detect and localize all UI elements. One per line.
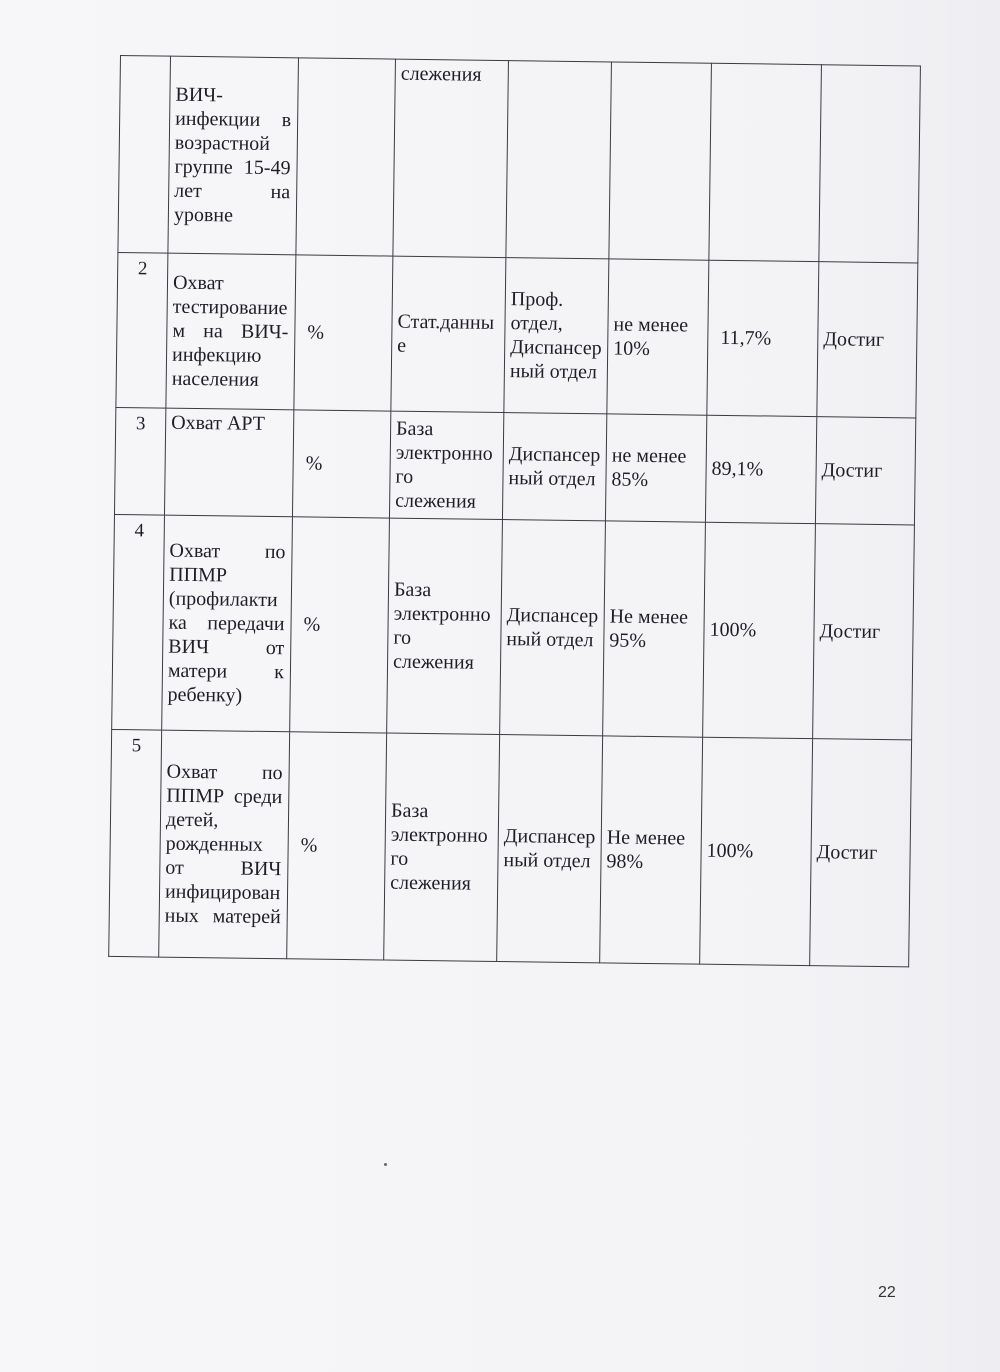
actual-cell xyxy=(709,63,822,261)
page-number: 22 xyxy=(878,1284,896,1301)
actual-cell: 11,7% xyxy=(707,260,819,416)
row-number: 3 xyxy=(114,407,165,515)
source-cell: Стат.данные xyxy=(391,256,506,412)
actual-cell: 100% xyxy=(700,737,813,965)
actual-cell: 100% xyxy=(703,522,816,738)
responsible-cell xyxy=(506,61,612,259)
source-cell: слежения xyxy=(393,59,509,257)
status-cell xyxy=(819,65,921,263)
indicator-cell: Охват по ППМР среди детей, рожденных от ВИЧ инфицированных матерей xyxy=(159,730,290,959)
status-cell: Достиг xyxy=(817,262,918,418)
responsible-cell: Диспансерный отдел xyxy=(502,413,606,521)
unit-cell: % xyxy=(294,255,393,411)
indicator-cell: Охват АРТ xyxy=(164,408,293,517)
target-cell xyxy=(609,62,712,260)
target-cell: Не менее 98% xyxy=(600,736,703,964)
row-number: 2 xyxy=(116,252,168,408)
actual-cell: 89,1% xyxy=(705,415,816,523)
target-cell: не менее 10% xyxy=(607,259,709,415)
unit-cell: % xyxy=(292,410,390,518)
indicator-cell: Охват тестированием на ВИЧ-инфекцию населения xyxy=(166,253,296,410)
responsible-cell: Диспансерный отдел xyxy=(500,520,606,736)
row-number: 4 xyxy=(112,514,165,730)
table-row xyxy=(118,56,921,263)
status-cell: Достиг xyxy=(813,524,915,740)
indicator-table-wrapper xyxy=(108,55,921,967)
source-cell: База электронного слежения xyxy=(387,518,503,734)
scan-speck xyxy=(384,1163,387,1166)
unit-cell: % xyxy=(290,517,390,733)
row-number xyxy=(118,56,171,254)
unit-cell xyxy=(296,58,396,256)
indicator-cell: Охват по ППМР (профилактика передачи ВИЧ от матери к ребенку) xyxy=(162,515,293,732)
target-cell: не менее 85% xyxy=(605,414,706,522)
table-row xyxy=(109,729,912,966)
table-row xyxy=(116,252,918,417)
target-cell: Не менее 95% xyxy=(603,521,706,737)
indicator-cell: ВИЧ-инфекции в возрастной группе 15-49 лет на уровне xyxy=(168,56,299,255)
indicator-table xyxy=(108,55,921,967)
responsible-cell: Диспансерный отдел xyxy=(497,735,603,963)
responsible-cell: Проф. отдел, Диспансерный отдел xyxy=(504,258,609,414)
status-cell: Достиг xyxy=(810,739,912,967)
status-cell: Достиг xyxy=(815,417,915,525)
table-row xyxy=(114,407,915,524)
unit-cell: % xyxy=(287,732,387,960)
row-number: 5 xyxy=(109,729,162,957)
table-row xyxy=(112,514,915,739)
source-cell: База электронного слежения xyxy=(384,733,500,961)
source-cell: База электронного слежения xyxy=(389,411,503,519)
